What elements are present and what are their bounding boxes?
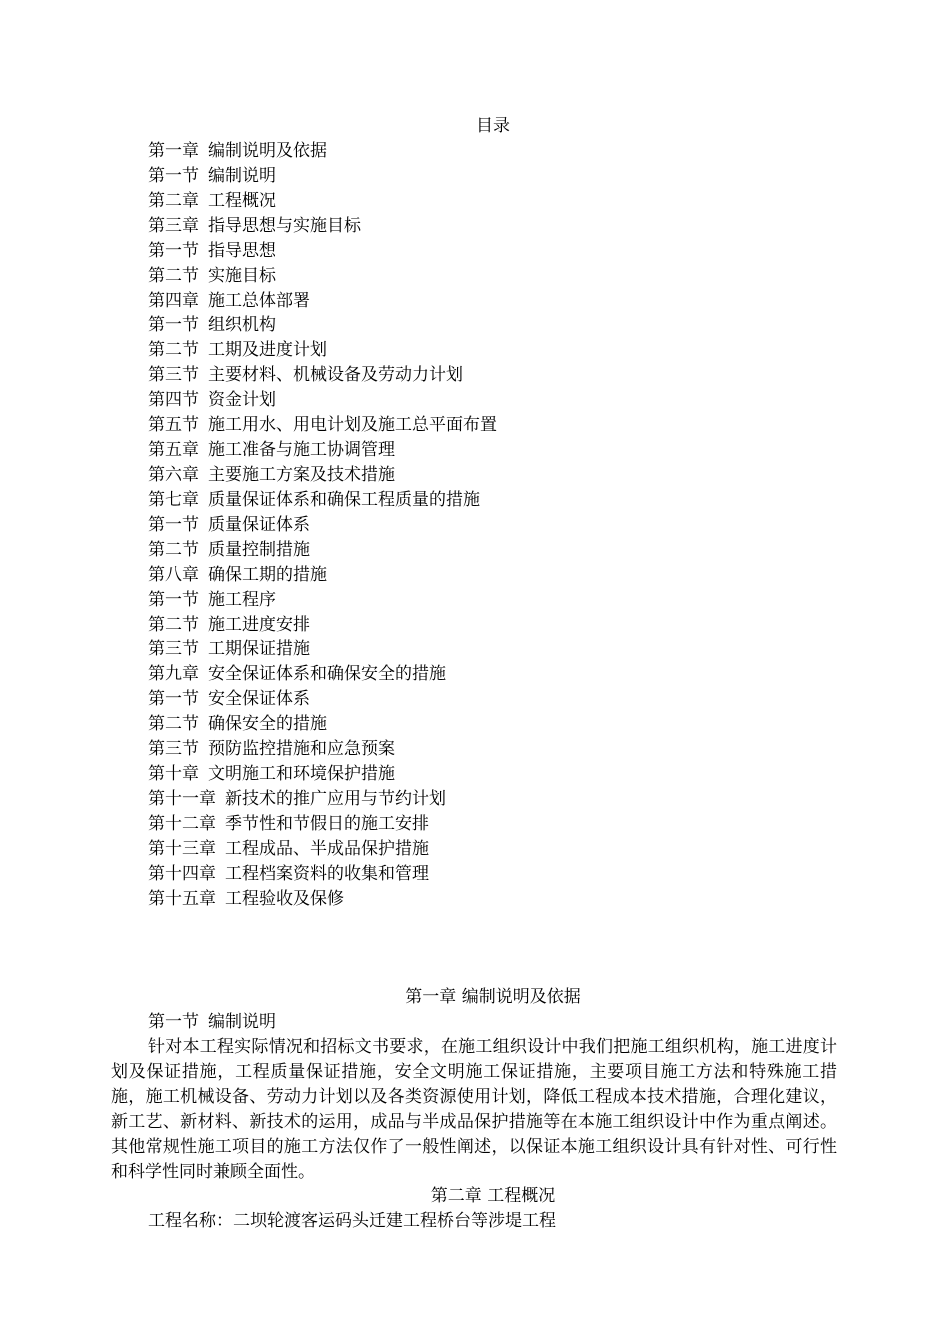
toc-entry-number: 第七章 xyxy=(148,489,199,510)
toc-entry xyxy=(148,488,497,513)
toc-entry-title: 施工准备与施工协调管理 xyxy=(208,440,395,461)
toc-entry-title: 质量控制措施 xyxy=(208,539,310,560)
toc-entry-number: 第二节 xyxy=(148,265,199,286)
toc-entry-number: 第二节 xyxy=(148,614,199,635)
toc-entry-number: 第二节 xyxy=(148,539,199,560)
toc-entry xyxy=(148,737,497,762)
toc-title: 目录 xyxy=(476,116,510,136)
toc-entry-title: 确保工期的措施 xyxy=(208,564,327,585)
chapter-1-heading: 第一章 编制说明及依据 xyxy=(405,987,581,1007)
toc-entry-title: 施工程序 xyxy=(208,589,276,610)
toc-entry-number: 第五章 xyxy=(148,440,199,461)
toc-entry-title: 施工进度安排 xyxy=(208,614,310,635)
toc-entry-title: 季节性和节假日的施工安排 xyxy=(225,813,429,834)
toc-entry-title: 实施目标 xyxy=(208,265,276,286)
toc-entry xyxy=(148,887,497,912)
toc-entry-title: 安全保证体系 xyxy=(208,689,310,710)
toc-entry-number: 第二节 xyxy=(148,714,199,735)
toc-entry xyxy=(148,538,497,563)
toc-entry-number: 第一节 xyxy=(148,589,199,610)
toc-list xyxy=(148,139,497,912)
toc-entry-title: 组织机构 xyxy=(208,315,276,336)
toc-entry-number: 第三节 xyxy=(148,739,199,760)
chapter-1-paragraph: 针对本工程实际情况和招标文书要求，在施工组织设计中我们把施工组织机构，施工进度计划及保证措施，工程质量保证措施，安全文明施工保证措施，主要项目施工方法和特殊施工措施，施工机械设备、劳动力计划以及各类资源使用计划，降低工程成本技术措施，合理化建议，新工艺、新材料、新技术的运用，成品与半成品保护措施等在本施工组织设计中作为重点阐述。其他常规性施工项目的施工方法仅作了一般性阐述，以保证本施工组织设计具有针对性、可行性和科学性同时兼顾全面性。 xyxy=(111,1037,837,1182)
toc-entry-title: 预防监控措施和应急预案 xyxy=(208,739,395,760)
toc-entry-title: 主要施工方案及技术措施 xyxy=(208,464,395,485)
toc-entry xyxy=(148,239,497,264)
toc-entry-number: 第十二章 xyxy=(148,813,216,834)
toc-entry xyxy=(148,563,497,588)
toc-entry-title: 资金计划 xyxy=(208,390,276,411)
toc-entry xyxy=(148,762,497,787)
toc-entry-title: 主要材料、机械设备及劳动力计划 xyxy=(208,365,463,386)
toc-entry xyxy=(148,413,497,438)
toc-entry xyxy=(148,812,497,837)
toc-entry-title: 指导思想与实施目标 xyxy=(208,215,361,236)
toc-entry-number: 第三节 xyxy=(148,639,199,660)
toc-entry-number: 第三章 xyxy=(148,215,199,236)
toc-entry xyxy=(148,787,497,812)
toc-entry xyxy=(148,164,497,189)
section-title: 编制说明 xyxy=(208,1012,276,1032)
toc-entry xyxy=(148,837,497,862)
toc-entry-title: 工程验收及保修 xyxy=(225,888,344,909)
toc-entry xyxy=(148,363,497,388)
toc-entry xyxy=(148,139,497,164)
toc-entry-number: 第三节 xyxy=(148,365,199,386)
toc-entry-number: 第十五章 xyxy=(148,888,216,909)
toc-entry-number: 第二章 xyxy=(148,190,199,211)
toc-entry xyxy=(148,687,497,712)
toc-entry xyxy=(148,463,497,488)
toc-entry-title: 新技术的推广应用与节约计划 xyxy=(225,788,446,809)
toc-entry-number: 第九章 xyxy=(148,664,199,685)
toc-entry-title: 指导思想 xyxy=(208,240,276,261)
toc-entry xyxy=(148,862,497,887)
toc-entry-number: 第一节 xyxy=(148,165,199,186)
section-number: 第一节 xyxy=(148,1012,199,1032)
toc-entry xyxy=(148,289,497,314)
toc-entry xyxy=(148,712,497,737)
toc-entry-number: 第一节 xyxy=(148,240,199,261)
toc-entry-number: 第十一章 xyxy=(148,788,216,809)
toc-entry-number: 第一章 xyxy=(148,141,199,161)
toc-entry-number: 第四章 xyxy=(148,290,199,311)
chapter-2-heading: 第二章 工程概况 xyxy=(430,1186,556,1206)
toc-entry-number: 第五节 xyxy=(148,415,199,436)
toc-entry xyxy=(148,662,497,687)
toc-entry-title: 工程成品、半成品保护措施 xyxy=(225,838,429,859)
toc-entry-number: 第一节 xyxy=(148,514,199,535)
toc-entry xyxy=(148,637,497,662)
toc-entry-title: 文明施工和环境保护措施 xyxy=(208,764,395,785)
toc-entry xyxy=(148,513,497,538)
project-name-line: 工程名称：二坝轮渡客运码头迁建工程桥台等涉堤工程 xyxy=(148,1211,556,1231)
toc-entry-title: 工程档案资料的收集和管理 xyxy=(225,863,429,884)
toc-entry-title: 编制说明 xyxy=(208,165,276,186)
toc-entry-title: 质量保证体系 xyxy=(208,514,310,535)
chapter-1-section-1-heading xyxy=(148,1010,276,1035)
toc-entry-title: 工期保证措施 xyxy=(208,639,310,660)
toc-entry xyxy=(148,264,497,289)
toc-entry-title: 确保安全的措施 xyxy=(208,714,327,735)
toc-entry xyxy=(148,189,497,214)
toc-entry-number: 第十三章 xyxy=(148,838,216,859)
toc-entry xyxy=(148,214,497,239)
toc-entry-title: 施工总体部署 xyxy=(208,290,310,311)
toc-entry xyxy=(148,588,497,613)
toc-entry-number: 第二节 xyxy=(148,340,199,361)
toc-entry-title: 编制说明及依据 xyxy=(208,141,327,161)
toc-entry xyxy=(148,338,497,363)
toc-entry xyxy=(148,313,497,338)
toc-entry-number: 第八章 xyxy=(148,564,199,585)
toc-entry xyxy=(148,613,497,638)
toc-entry xyxy=(148,438,497,463)
toc-entry-number: 第六章 xyxy=(148,464,199,485)
toc-entry-number: 第四节 xyxy=(148,390,199,411)
toc-entry-number: 第一节 xyxy=(148,315,199,336)
toc-entry-number: 第一节 xyxy=(148,689,199,710)
toc-entry-title: 工程概况 xyxy=(208,190,276,211)
toc-entry xyxy=(148,388,497,413)
toc-entry-title: 安全保证体系和确保安全的措施 xyxy=(208,664,446,685)
toc-entry-title: 施工用水、用电计划及施工总平面布置 xyxy=(208,415,497,436)
toc-entry-title: 工期及进度计划 xyxy=(208,340,327,361)
toc-entry-title: 质量保证体系和确保工程质量的措施 xyxy=(208,489,480,510)
toc-entry-number: 第十四章 xyxy=(148,863,216,884)
toc-entry-number: 第十章 xyxy=(148,764,199,785)
